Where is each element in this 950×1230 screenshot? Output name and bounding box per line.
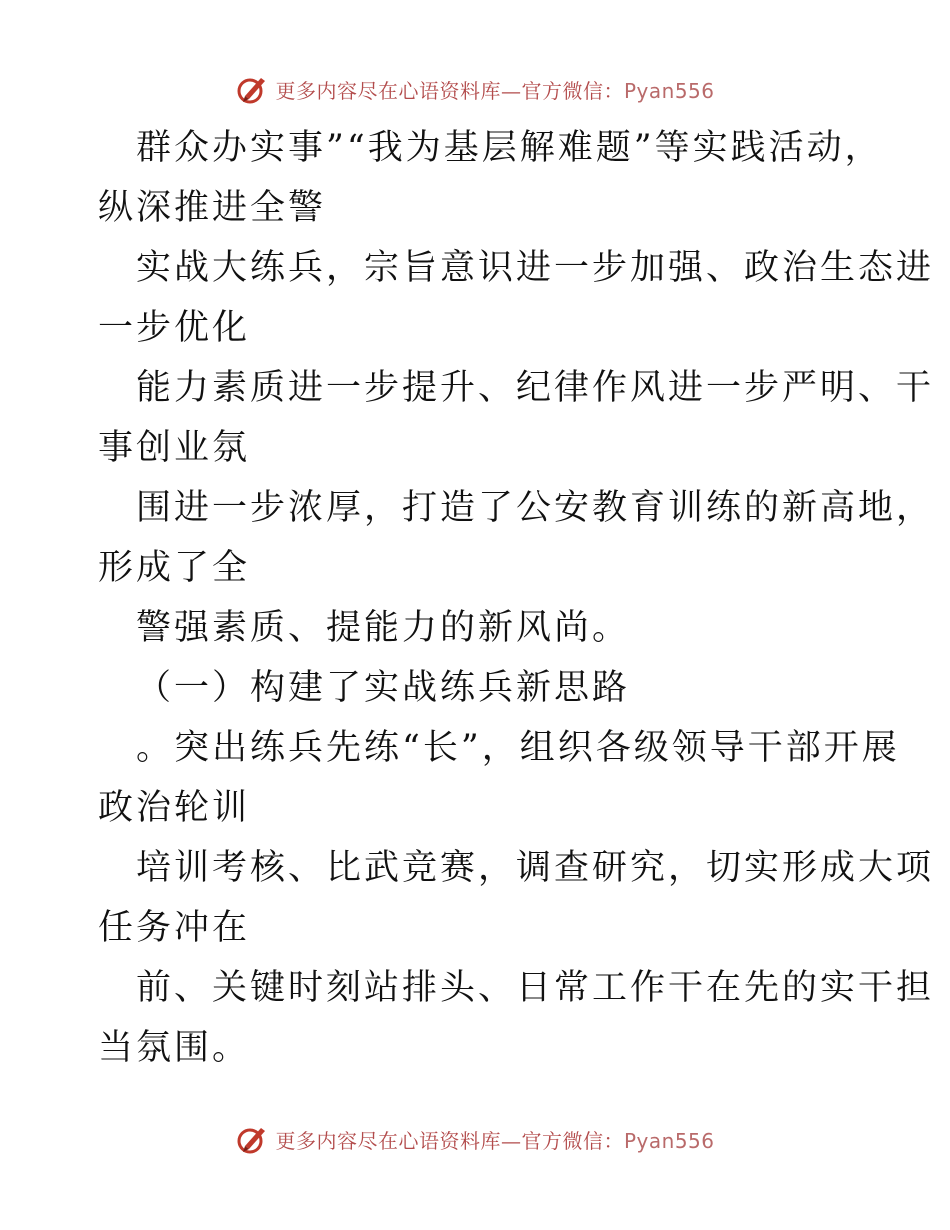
body-text-line: 。突出练兵先练“长”，组织各级领导干部开展	[136, 728, 900, 768]
body-text-line: 形成了全	[98, 548, 251, 588]
body-text-line: 群众办实事”“我为基层解难题”等实践活动，	[136, 128, 883, 168]
body-text-line: 一步优化	[98, 308, 251, 348]
body-text-line: 实战大练兵，宗旨意识进一步加强、政治生态进	[136, 248, 935, 288]
body-text-line: 政治轮训	[98, 788, 251, 828]
body-text-line: 前、关键时刻站排头、日常工作干在先的实干担	[136, 968, 935, 1008]
body-text-line: 警强素质、提能力的新风尚。	[136, 608, 631, 648]
footer-watermark	[0, 1122, 950, 1156]
body-text-line: 培训考核、比武竞赛，调查研究，切实形成大项	[136, 848, 935, 888]
document-body	[98, 118, 935, 1078]
body-text-line: 纵深推进全警	[98, 188, 327, 228]
body-text-line: 当氛围。	[98, 1028, 251, 1068]
body-text-line: 任务冲在	[98, 908, 251, 948]
pen-logo-icon	[235, 72, 269, 106]
watermark-text: 更多内容尽在心语资料库—官方微信：	[275, 78, 624, 103]
body-text-line: 围进一步浓厚，打造了公安教育训练的新高地，	[136, 488, 935, 528]
watermark-wechat-id: Pyan556	[623, 1128, 715, 1153]
watermark-text: 更多内容尽在心语资料库—官方微信：	[275, 1128, 624, 1153]
pen-logo-icon	[235, 1122, 269, 1156]
body-text-line: （一）构建了实战练兵新思路	[136, 668, 631, 708]
body-text-line: 能力素质进一步提升、纪律作风进一步严明、干	[136, 368, 935, 408]
header-watermark	[0, 72, 950, 106]
body-text-line: 事创业氛	[98, 428, 251, 468]
watermark-wechat-id: Pyan556	[623, 78, 715, 103]
